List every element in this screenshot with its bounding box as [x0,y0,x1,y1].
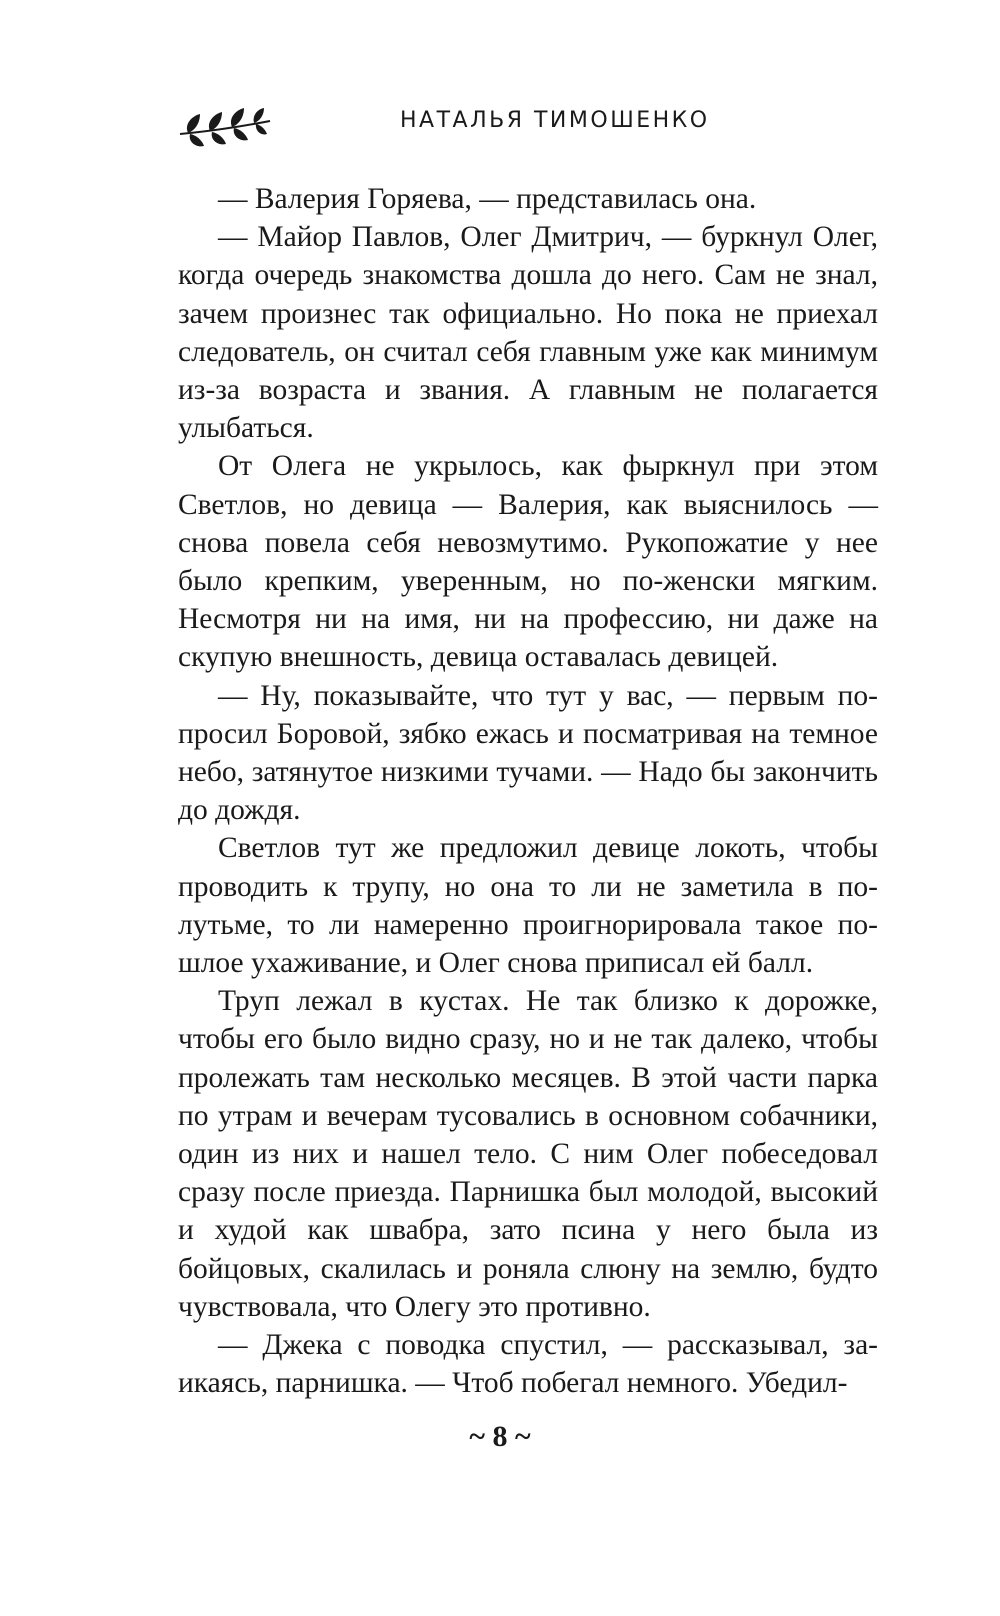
leaf-branch-icon [178,104,274,150]
paragraph: — Ну, показывайте, что тут у вас, — первым попросил Боровой, зябко ежась и посматривая на темное небо, затянутое низкими тучами. — Надо бы закончить до дождя. [178,679,878,827]
paragraph: От Олега не укрылось, как фыркнул при этом Светлов, но девица — Валерия, как выяснилось — снова повела себя невозмутимо. Рукопожатие у нее было крепким, уверенным, но по-женски мягким. Несмотря ни на имя, ни на профессию, ни даже на скупую внешность, девица оставалась девицей. [178,450,878,674]
running-header [178,104,878,150]
author-name: НАТАЛЬЯ ТИМОШЕНКО [400,108,710,133]
text-block [178,180,878,1403]
paragraph: — Валерия Горяева, — представилась она. [218,183,757,215]
paragraph: — Джека с поводка спустил, — рассказывал, заикаясь, парнишка. — Чтоб побегал немного. Убедил- [178,1329,878,1400]
paragraph: Светлов тут же предложил девице локоть, чтобы проводить к трупу, но она то ли не заметила в полутьме, то ли намеренно проигнорировала такое пошлое ухаживание, и Олег снова приписал ей балл. [178,832,878,980]
page-number: ~ 8 ~ [469,1420,531,1453]
paragraph: Труп лежал в кустах. Не так близко к дорожке, чтобы его было видно сразу, но и не так далеко, чтобы пролежать там несколько месяцев. В этой части парка по утрам и вечерам тусовались в основном собачники, один из них и нашел тело. С ним Олег побеседовал сразу после приезда. Парнишка был молодой, высокий и худой как швабра, зато псина у него была из бойцовых, скалилась и роняла слюну на землю, будто чувствовала, что Олегу это противно. [178,985,878,1323]
paragraph: — Майор Павлов, Олег Дмитрич, — буркнул Олег, когда очередь знакомства дошла до него. Сам не знал, зачем произнес так официально. Но пока не приехал следователь, он считал себя главным уже как минимум из-за возраста и звания. А главным не полагается улыбаться. [178,221,878,445]
